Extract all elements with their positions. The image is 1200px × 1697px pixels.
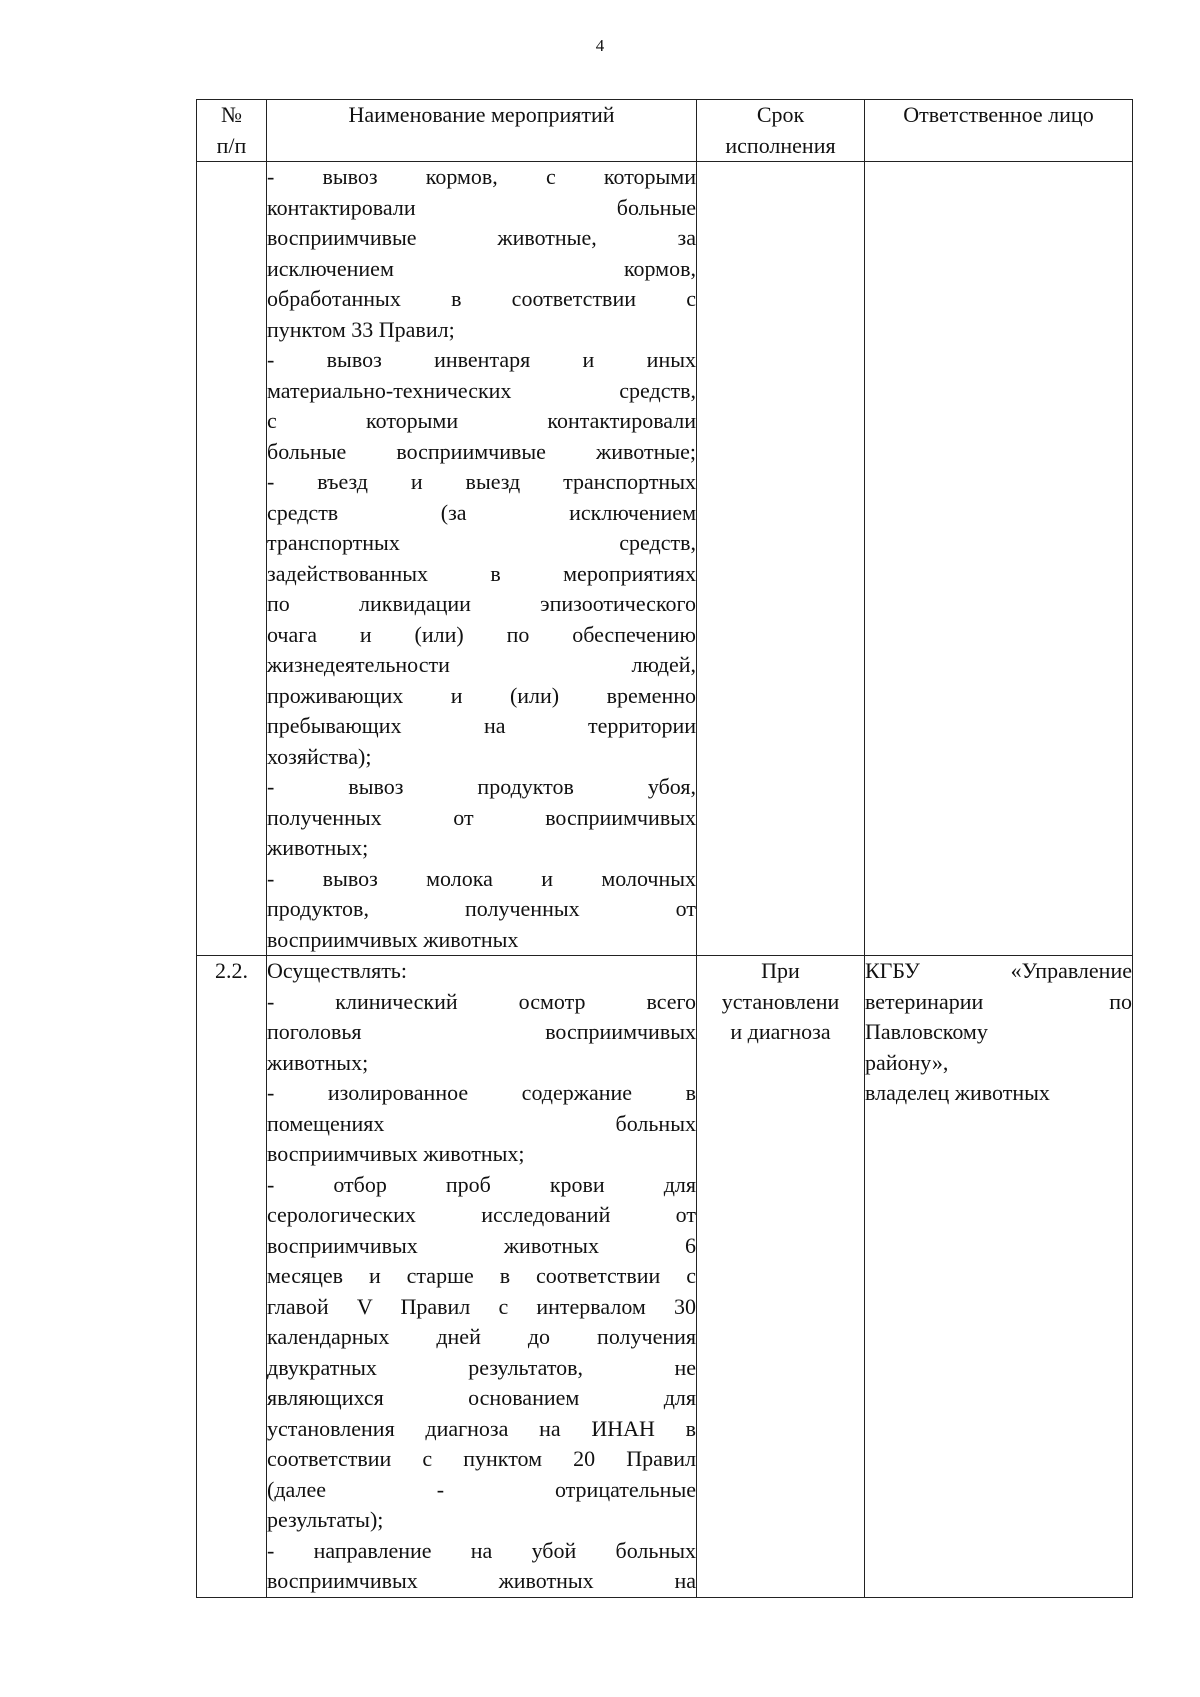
- measure-line: пунктом 33 Правил;: [267, 316, 455, 342]
- measure-line: главой V Правил с интервалом 30: [267, 1293, 696, 1319]
- measure-line: животных;: [267, 835, 369, 860]
- measure-line: - изолированное содержание в: [267, 1080, 696, 1105]
- measure-line: серологических исследований от: [267, 1202, 696, 1227]
- responsible-line: ветеринарии по: [865, 988, 1132, 1014]
- measure-line: жизнедеятельности людей,: [267, 652, 696, 677]
- responsible-line: владелец животных: [865, 1080, 1050, 1105]
- row-number: [197, 162, 267, 956]
- measure-line: - клинический осмотр всего: [267, 988, 696, 1014]
- table-row: [197, 162, 1133, 956]
- measure-line: с которыми контактировали: [267, 408, 696, 433]
- responsible-line: Павловскому: [865, 1019, 988, 1044]
- measure-line: восприимчивые животные, за: [267, 225, 696, 250]
- measure-line: помещениях больных: [267, 1110, 696, 1136]
- measure-line: календарных дней до получения: [267, 1324, 696, 1349]
- table-header-row: [197, 100, 1133, 162]
- measure-line: восприимчивых животных: [267, 926, 519, 952]
- measure-line: очага и (или) по обеспечению: [267, 621, 696, 647]
- table-row: [197, 956, 1133, 1598]
- header-measure-name: [267, 100, 697, 162]
- measure-line: по ликвидации эпизоотического: [267, 591, 696, 616]
- row-number: 2.2.: [197, 956, 267, 1598]
- measure-line: месяцев и старше в соответствии с: [267, 1263, 696, 1288]
- header-number: [197, 100, 267, 162]
- header-responsible-line: Ответственное лицо: [903, 102, 1094, 127]
- measure-line: средств (за исключением: [267, 499, 696, 525]
- responsible-line: КГБУ «Управление: [865, 958, 1132, 983]
- header-term-line: Срок: [756, 102, 805, 127]
- measure-line: результаты);: [267, 1507, 384, 1532]
- measure-line: установления диагноза на ИНАН в: [267, 1415, 696, 1441]
- measure-line: материально-технических средств,: [267, 377, 696, 403]
- measure-line: проживающих и (или) временно: [267, 682, 696, 708]
- header-responsible: [865, 100, 1133, 162]
- header-term-line: исполнения: [725, 132, 836, 158]
- measure-line: обработанных в соответствии с: [267, 286, 696, 311]
- measure-line: - отбор проб крови для: [267, 1171, 696, 1197]
- page-number: 4: [595, 36, 605, 55]
- measure-line: транспортных средств,: [267, 530, 696, 555]
- term-line: и диагноза: [730, 1019, 831, 1044]
- measure-line: хозяйства);: [267, 743, 372, 769]
- measure-line: полученных от восприимчивых: [267, 804, 696, 830]
- measure-line: - вывоз кормов, с которыми: [267, 164, 696, 189]
- responsible-cell: [865, 956, 1133, 1598]
- responsible-line: району»,: [865, 1049, 949, 1075]
- measure-description: [267, 162, 697, 956]
- measure-line: исключением кормов,: [267, 255, 696, 281]
- measure-line: восприимчивых животных;: [267, 1141, 525, 1166]
- term-cell: [697, 162, 865, 956]
- measure-line: животных;: [267, 1049, 369, 1075]
- term-cell: [697, 956, 865, 1598]
- term-line: установлени: [721, 988, 840, 1014]
- measure-line: двукратных результатов, не: [267, 1354, 696, 1380]
- measure-line: соответствии с пунктом 20 Правил: [267, 1446, 696, 1471]
- measure-line: - вывоз молока и молочных: [267, 865, 696, 891]
- term-line: При: [761, 958, 800, 983]
- measure-line: - вывоз инвентаря и иных: [267, 347, 696, 372]
- measure-line: - въезд и выезд транспортных: [267, 469, 696, 494]
- measure-line: восприимчивых животных 6: [267, 1232, 696, 1258]
- header-number-line: п/п: [216, 132, 247, 158]
- measure-line: задействованных в мероприятиях: [267, 560, 696, 586]
- measure-line: продуктов, полученных от: [267, 896, 696, 921]
- measure-line: - вывоз продуктов убоя,: [267, 774, 696, 799]
- measure-description: [267, 956, 697, 1598]
- header-measure-line: Наименование мероприятий: [348, 102, 615, 127]
- header-number-line: №: [221, 102, 242, 127]
- measure-line: контактировали больные: [267, 194, 696, 220]
- responsible-cell: [865, 162, 1133, 956]
- measure-line: поголовья восприимчивых: [267, 1019, 696, 1044]
- measure-line: являющихся основанием для: [267, 1385, 696, 1410]
- measure-line: - направление на убой больных: [267, 1537, 696, 1563]
- measure-line: (далее - отрицательные: [267, 1476, 696, 1502]
- measures-table: [196, 99, 1133, 1598]
- measure-line: Осуществлять:: [267, 958, 407, 983]
- measure-line: восприимчивых животных на: [267, 1568, 696, 1593]
- measure-line: пребывающих на территории: [267, 713, 696, 738]
- measure-line: больные восприимчивые животные;: [267, 438, 696, 464]
- header-term: [697, 100, 865, 162]
